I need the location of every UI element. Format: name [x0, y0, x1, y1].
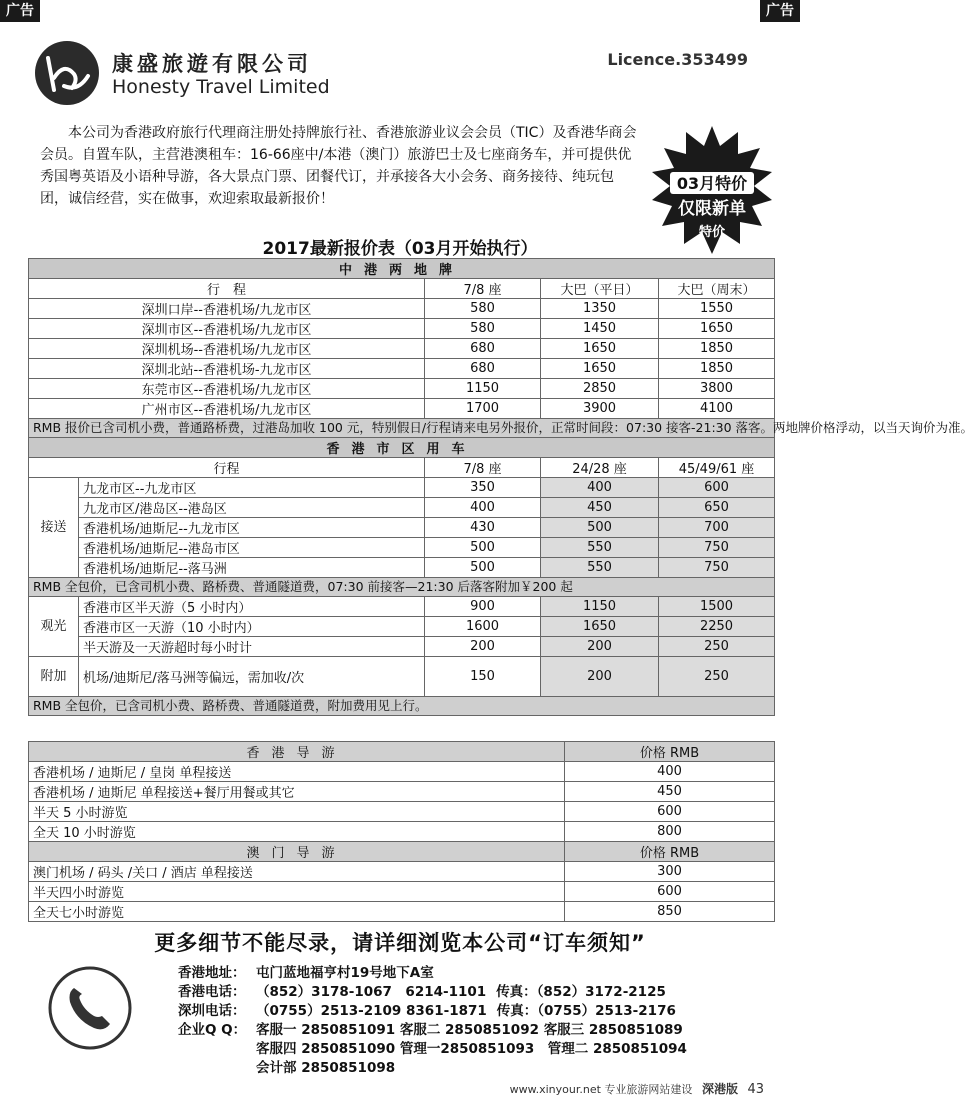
table-row: 接送 九龙市区--九龙市区 350 400 600 [29, 478, 775, 498]
qq-label: 企业Q Q： [178, 1022, 247, 1038]
promo-line1: 03月特价 [676, 174, 748, 193]
section-mo-guide: 澳门导游 价格 RMB [29, 842, 775, 862]
section-cross-border: 中港两地牌 [29, 259, 775, 279]
ad-tag-right: 广告 [760, 0, 800, 22]
licence-number: Licence.353499 [607, 50, 748, 69]
table-row: 香港机场/迪斯尼--落马洲 500 550 750 [29, 558, 775, 578]
extra-label: 附加 [29, 657, 79, 697]
phone-icon [48, 966, 132, 1050]
qq-item: 管理一2850851093 [399, 1041, 535, 1057]
hk-note2: RMB 全包价，已含司机小费、路桥费、普通隧道费，附加费用见上行。 [29, 697, 775, 716]
table-row: 附加 机场/迪斯尼/落马洲等偏远，需加收/次 150 200 250 [29, 657, 775, 697]
hk-tel-value: （852）3178-1067 6214-1101 [256, 984, 487, 1000]
brand-name-en: Honesty Travel Limited [112, 76, 330, 98]
table-row: 九龙市区/港岛区--港岛区 400 450 650 [29, 498, 775, 518]
qq-item: 客服四 2850851090 [256, 1041, 396, 1057]
table-row: 半天四小时游览 600 [29, 882, 775, 902]
table-row: 东莞市区--香港机场/九龙市区 1150 2850 3800 [29, 379, 775, 399]
qq-item: 管理二 2850851094 [547, 1041, 687, 1057]
ad-tag-left: 广告 [0, 0, 40, 22]
qq-item: 客服一 2850851091 [256, 1022, 396, 1038]
promo-line3: 特价 [698, 225, 726, 240]
table-row: 深圳北站--香港机场-九龙市区 680 1650 1850 [29, 359, 775, 379]
price-sheet-title: 2017最新报价表（03月开始执行） [262, 239, 538, 259]
tour-label: 观光 [29, 597, 79, 657]
address-label: 香港地址： [178, 965, 246, 981]
cross-header-row: 行 程 7/8 座 大巴（平日） 大巴（周末） [29, 279, 775, 299]
sz-tel-label: 深圳电话： [178, 1003, 246, 1019]
sz-fax-value: （0755）2513-2176 [537, 1003, 676, 1019]
table-row: 深圳市区--香港机场/九龙市区 580 1450 1650 [29, 319, 775, 339]
footer-site: www.xinyour.net 专业旅游网站建设 [509, 1083, 693, 1096]
slogan: 更多细节不能尽录，请详细浏览本公司“订车须知” [154, 931, 646, 955]
price-table [28, 258, 973, 716]
page-number: 43 [747, 1082, 764, 1097]
contact-block [178, 964, 687, 1078]
table-row: 半天 5 小时游览 600 [29, 802, 775, 822]
company-intro: 本公司为香港政府旅行代理商注册处持牌旅行社、香港旅游业议会会员（TIC）及香港华商会会员。自置车队，主营港澳租车：16-66座中/本港（澳门）旅游巴士及七座商务车，并可提供优秀国粤英语及小语种导游，各大景点门票、团餐代订，并承接各大小会务、商务接待、纯玩包团，诚信经营，实在做事，欢迎索取最新报价！ [40, 125, 637, 207]
address-value: 屯门蓝地福亨村19号地下A室 [256, 965, 434, 981]
page-footer [510, 1080, 764, 1097]
table-row: 香港市区一天游（10 小时内） 1600 1650 2250 [29, 617, 775, 637]
table-row: 香港机场 / 迪斯尼 / 皇岗 单程接送 400 [29, 762, 775, 782]
table-row: 香港机场/迪斯尼--九龙市区 430 500 700 [29, 518, 775, 538]
hk-header-row: 行程 7/8 座 24/28 座 45/49/61 座 [29, 458, 775, 478]
hk-fax-value: （852）3172-2125 [536, 984, 666, 1000]
promo-line2: 仅限新单 [678, 199, 746, 219]
hk-note1: RMB 全包价，已含司机小费、路桥费、普通隧道费，07:30 前接客—21:30 后落客附加￥200 起 [29, 578, 775, 597]
qq-item: 会计部 2850851098 [256, 1060, 396, 1076]
section-hk-guide: 香港导游 价格 RMB [29, 742, 775, 762]
company-logo-icon [34, 40, 100, 106]
table-row: 观光 香港市区半天游（5 小时内） 900 1150 1500 [29, 597, 775, 617]
footer-edition: 深港版 [701, 1082, 738, 1096]
table-row: 深圳机场--香港机场/九龙市区 680 1650 1850 [29, 339, 775, 359]
hk-fax-label: 传真： [496, 984, 537, 1000]
table-row: 香港机场/迪斯尼--港岛市区 500 550 750 [29, 538, 775, 558]
section-hk-local: 香港市区用车 [29, 438, 775, 458]
table-row: 广州市区--香港机场/九龙市区 1700 3900 4100 [29, 399, 775, 419]
table-row: 深圳口岸--香港机场/九龙市区 580 1350 1550 [29, 299, 775, 319]
table-row: 全天 10 小时游览 800 [29, 822, 775, 842]
table-row: 澳门机场 / 码头 /关口 / 酒店 单程接送 300 [29, 862, 775, 882]
table-row: 全天七小时游览 850 [29, 902, 775, 922]
brand-name-cn: 康盛旅遊有限公司 [112, 52, 312, 76]
transfer-label: 接送 [29, 478, 79, 578]
table-row: 半天游及一天游超时每小时计 200 200 250 [29, 637, 775, 657]
qq-item: 客服三 2850851089 [543, 1022, 683, 1038]
hk-tel-label: 香港电话： [178, 984, 246, 1000]
cross-note: RMB 报价已含司机小费，普通路桥费，过港岛加收 100 元，特别假日/行程请来电另外报价，正常时间段：07:30 接客-21:30 落客。两地牌价格浮动，以当天询价为准。 [29, 419, 775, 438]
table-row: 香港机场 / 迪斯尼 单程接送+餐厅用餐或其它 450 [29, 782, 775, 802]
sz-tel-value: （0755）2513-2109 8361-1871 [256, 1003, 487, 1019]
guide-table [28, 741, 775, 922]
qq-item: 客服二 2850851092 [399, 1022, 539, 1038]
sz-fax-label: 传真： [496, 1003, 538, 1019]
